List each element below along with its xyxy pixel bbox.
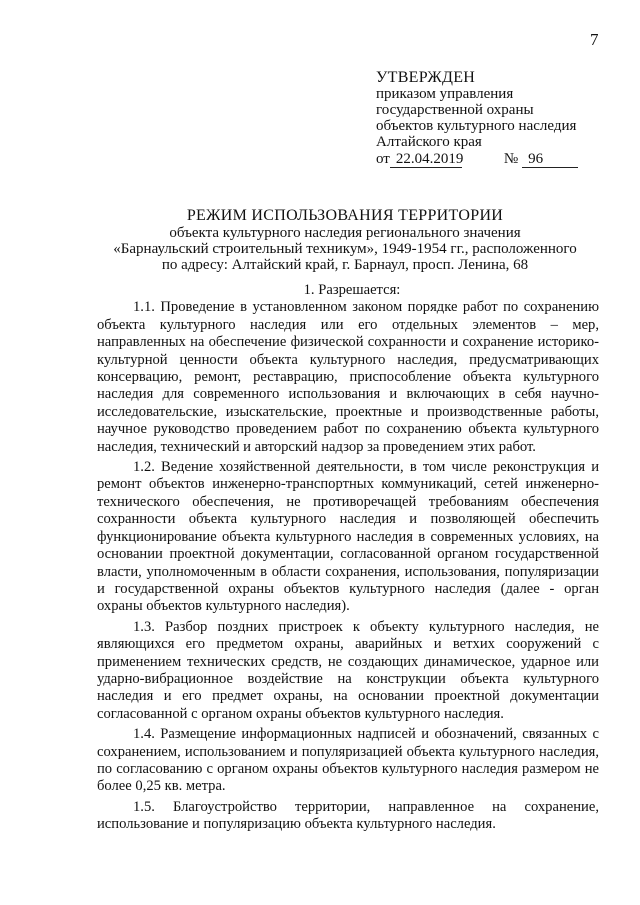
section-heading: 1. Разрешается: <box>303 282 401 298</box>
approval-number: 96 <box>522 151 578 168</box>
document-body <box>97 282 599 837</box>
page-number: 7 <box>590 30 599 49</box>
paragraph-1-4: 1.4. Размещение информационных надписей и обозначений, связанных с сохранением, использованием и популяризацией объекта культурного наследия, по согласованию с органом охраны объектов культурного наследия размером не более 0,25 кв. метра. <box>97 726 599 795</box>
date-prefix: от <box>376 151 390 167</box>
title-subline: по адресу: Алтайский край, г. Барнаул, просп. Ленина, 68 <box>161 257 529 273</box>
approval-stamp <box>376 70 606 168</box>
number-label: № <box>503 151 519 167</box>
title-subline: объекта культурного наследия регионального значения <box>169 225 521 241</box>
approval-line: объектов культурного наследия <box>376 118 577 134</box>
approval-line: государственной охраны <box>376 102 534 118</box>
document-title-block <box>80 208 610 273</box>
paragraph-1-3: 1.3. Разбор поздних пристроек к объекту культурного наследия, не являющихся его предметом охраны, аварийных и ветхих сооружений с применением технических средств, не создающих динамическое, ударное или ударно-вибрационное воздействие на конструкции объекта культурного наследия и его предмет охраны, на основании проектной документации согласованной с органом охраны объектов культурного наследия. <box>97 618 599 722</box>
document-title: РЕЖИМ ИСПОЛЬЗОВАНИЯ ТЕРРИТОРИИ <box>186 207 504 224</box>
paragraph-1-2: 1.2. Ведение хозяйственной деятельности, в том числе реконструкция и ремонт объектов инженерно-транспортных коммуникаций, сетей инженерно-технического обеспечения, не противоречащей требованиям обеспечения сохранности объекта культурного наследия и позволяющей обеспечить функционирование объекта культурного наследия в современных условиях, на основании проектной документации, согласованной органом государственной власти, уполномоченным в области сохранения, использования, популяризации и государственной охраны объектов культурного наследия (далее - орган охраны объектов культурного наследия). <box>97 459 599 615</box>
paragraph-1-1: 1.1. Проведение в установленном законом порядке работ по сохранению объекта культурного наследия или его отдельных элементов – мер, направленных на обеспечение физической сохранности и сохранение историко-культурной ценности объекта культурного наследия, предусматривающих консервацию, ремонт, реставрацию, приспособление объекта культурного наследия для современного использования и включающих в себя научно-исследовательские, изыскательские, проектные и производственные работы, научное руководство проведением работ по сохранению объекта культурного наследия, технический и авторский надзор за проведением этих работ. <box>97 299 599 455</box>
approval-heading: УТВЕРЖДЕН <box>376 69 476 86</box>
approval-date-line <box>376 151 606 168</box>
approval-line: Алтайского края <box>376 134 482 150</box>
approval-date: 22.04.2019 <box>390 151 462 168</box>
approval-line: приказом управления <box>376 86 514 102</box>
title-subline: «Барнаульский строительный техникум», 1949-1954 гг., расположенного <box>113 241 577 257</box>
paragraph-1-5: 1.5. Благоустройство территории, направленное на сохранение, использование и популяризацию объекта культурного наследия. <box>97 798 599 833</box>
